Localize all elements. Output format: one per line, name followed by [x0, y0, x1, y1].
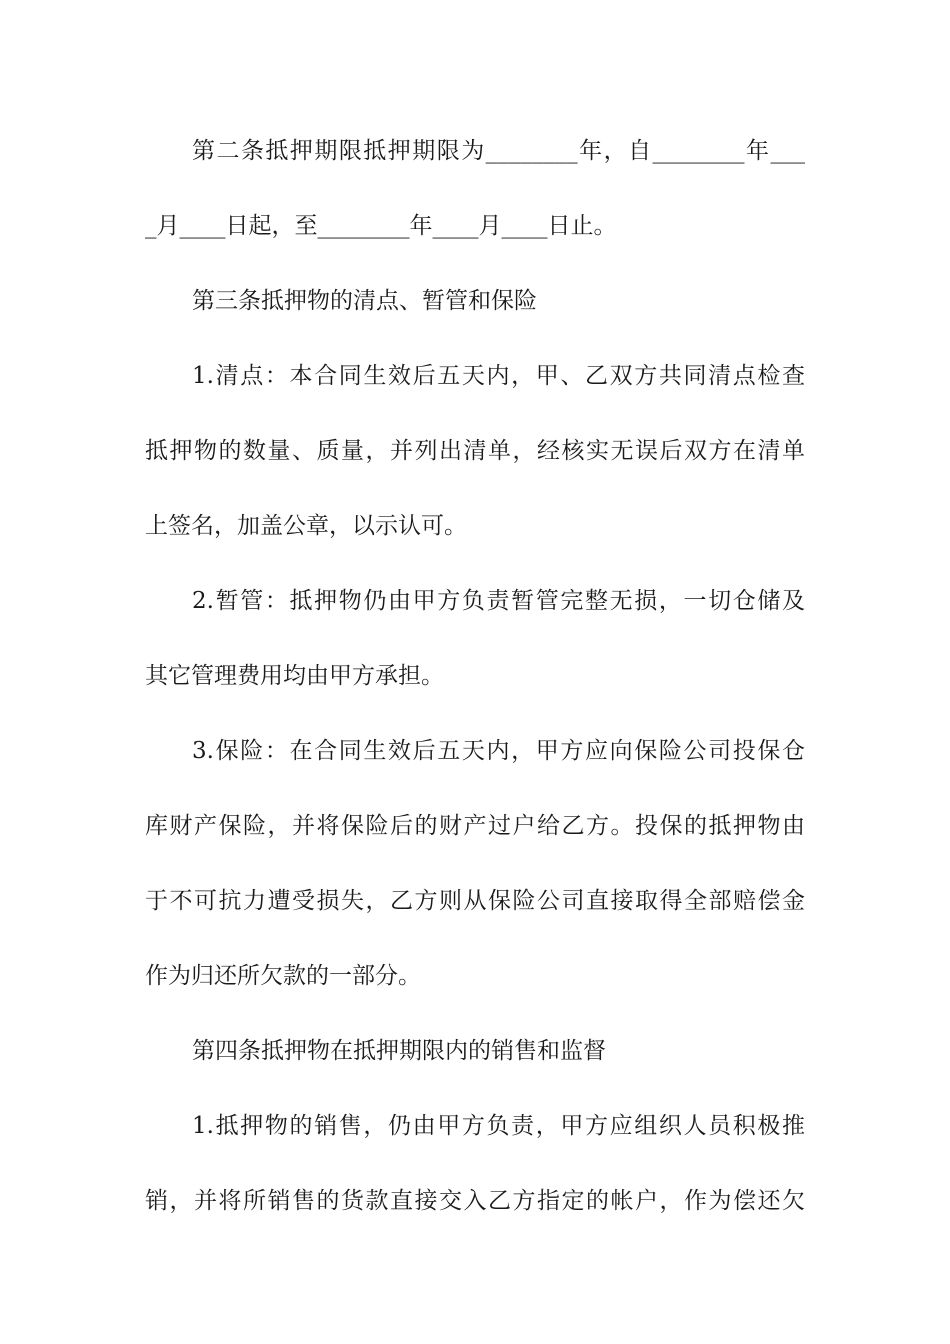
article-4-item-1-line-2: 销，并将所销售的货款直接交入乙方指定的帐户，作为偿还欠: [145, 1188, 805, 1214]
article-2-line-2: _月____日起，至________年____月____日止。: [145, 213, 617, 239]
article-3-heading: 第三条抵押物的清点、暂管和保险: [192, 288, 537, 314]
article-3-item-2-line-1: 2.暂管：抵押物仍由甲方负责暂管完整无损，一切仓储及: [192, 588, 805, 614]
article-4-item-1-line-1: 1.抵押物的销售，仍由甲方负责，甲方应组织人员积极推: [192, 1113, 805, 1139]
article-3-item-1-line-2: 抵押物的数量、质量，并列出清单，经核实无误后双方在清单: [145, 438, 805, 464]
article-2-line-1: 第二条抵押期限抵押期限为________年，自________年___: [192, 138, 805, 164]
article-3-item-3-line-4: 作为归还所欠款的一部分。: [145, 963, 421, 989]
article-3-item-3-line-3: 于不可抗力遭受损失，乙方则从保险公司直接取得全部赔偿金: [145, 888, 805, 914]
article-3-item-1-line-3: 上签名，加盖公章，以示认可。: [145, 513, 467, 539]
article-3-item-1-line-1: 1.清点：本合同生效后五天内，甲、乙双方共同清点检查: [192, 363, 805, 389]
article-4-heading: 第四条抵押物在抵押期限内的销售和监督: [192, 1038, 606, 1064]
article-3-item-3-line-1: 3.保险：在合同生效后五天内，甲方应向保险公司投保仓: [192, 738, 805, 764]
article-3-item-2-line-2: 其它管理费用均由甲方承担。: [145, 663, 444, 689]
article-3-item-3-line-2: 库财产保险，并将保险后的财产过户给乙方。投保的抵押物由: [145, 813, 805, 839]
